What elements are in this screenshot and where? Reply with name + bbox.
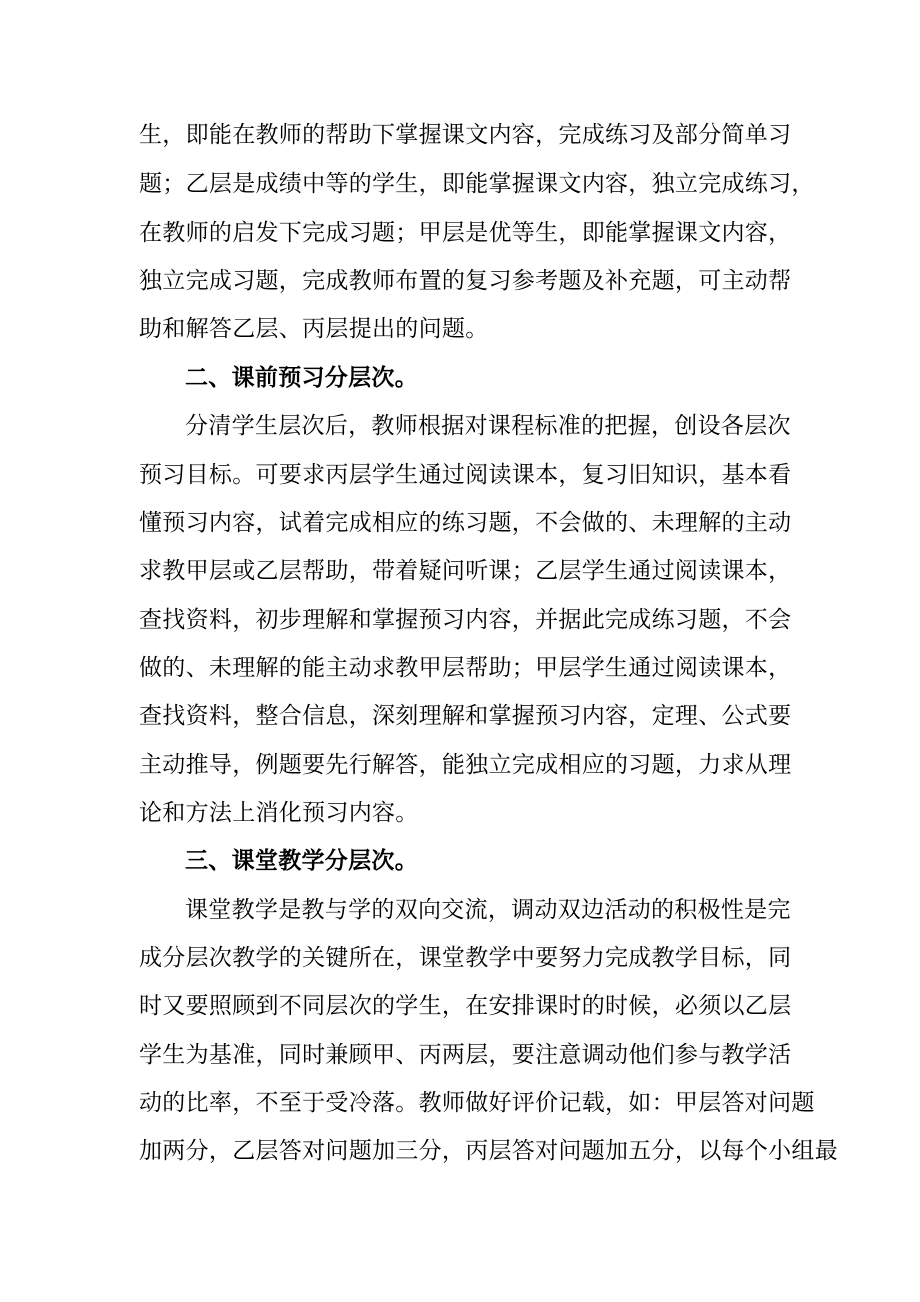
section-heading-3: 三、课堂教学分层次。 (185, 847, 418, 874)
text-line: 学生为基准，同时兼顾甲、丙两层，要注意调动他们参与教学活 (139, 1042, 792, 1068)
text-line: 课堂教学是教与学的双向交流，调动双边活动的积极性是完 (185, 897, 791, 923)
text-line: 加两分，乙层答对问题加三分，丙层答对问题加五分，以每个小组最 (139, 1138, 838, 1164)
text-line: 主动推导，例题要先行解答，能独立完成相应的习题，力求从理 (139, 752, 792, 778)
text-line: 题；乙层是成绩中等的学生，即能掌握课文内容，独立完成练习， (139, 171, 815, 197)
text-line: 分清学生层次后，教师根据对课程标准的把握，创设各层次 (185, 413, 791, 439)
text-line: 求教甲层或乙层帮助，带着疑问听课；乙层学生通过阅读课本， (139, 558, 792, 584)
section-heading-2: 二、课前预习分层次。 (185, 364, 418, 391)
text-line: 预习目标。可要求丙层学生通过阅读课本，复习旧知识，基本看 (139, 462, 792, 488)
text-line: 懂预习内容，试着完成相应的练习题，不会做的、未理解的主动 (139, 510, 792, 536)
text-line: 成分层次教学的关键所在，课堂教学中要努力完成教学目标，同 (139, 945, 792, 971)
text-line: 动的比率，不至于受冷落。教师做好评价记载，如：甲层答对问题 (139, 1090, 815, 1116)
text-line: 独立完成习题，完成教师布置的复习参考题及补充题，可主动帮 (139, 268, 792, 294)
text-line: 在教师的启发下完成习题；甲层是优等生，即能掌握课文内容， (139, 220, 792, 246)
text-line: 论和方法上消化预习内容。 (139, 800, 419, 826)
text-line: 生，即能在教师的帮助下掌握课文内容，完成练习及部分简单习 (139, 122, 792, 148)
text-line: 时又要照顾到不同层次的学生，在安排课时的时候，必须以乙层 (139, 993, 792, 1019)
text-line: 助和解答乙层、丙层提出的问题。 (139, 316, 489, 342)
text-line: 查找资料，整合信息，深刻理解和掌握预习内容，定理、公式要 (139, 703, 792, 729)
text-line: 查找资料，初步理解和掌握预习内容，并据此完成练习题，不会 (139, 607, 792, 633)
text-line: 做的、未理解的能主动求教甲层帮助；甲层学生通过阅读课本， (139, 655, 792, 681)
